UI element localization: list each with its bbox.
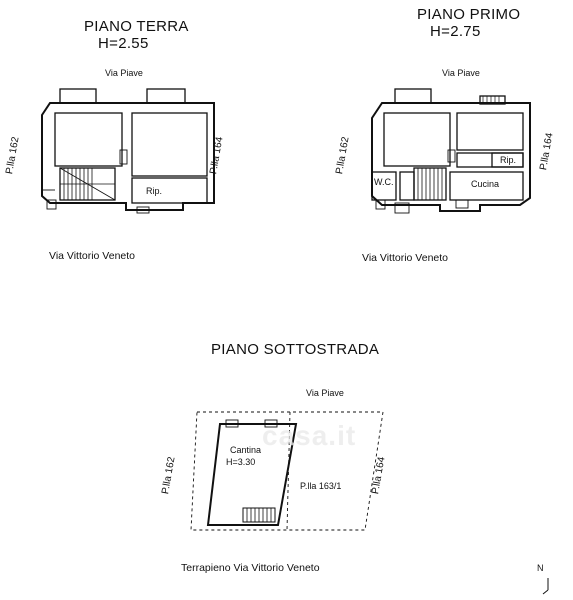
plan-piano-terra [42,89,214,213]
piano-sottostrada-parcel-163: P.lla 163/1 [300,481,342,491]
piano-primo-left-neighbor: P.lla 162 [334,136,352,175]
north-label: N [537,563,544,573]
piano-terra-right-neighbor: P.lla 164 [208,136,226,175]
piano-terra-title: PIANO TERRA [84,18,189,35]
piano-sottostrada-title: PIANO SOTTOSTRADA [211,341,380,358]
piano-sottostrada-right-neighbor: P.lla 164 [370,456,388,495]
piano-sottostrada-cantina-height: H=3.30 [226,457,256,467]
piano-sottostrada-left-neighbor: P.lla 162 [160,456,178,495]
piano-terra-street-top: Via Piave [105,68,143,78]
piano-terra-left-neighbor: P.lla 162 [4,136,22,175]
piano-primo-room-wc: W.C. [374,177,394,187]
piano-primo-room-rip: Rip. [500,155,517,165]
watermark-logo: casa.it [262,420,357,451]
piano-sottostrada-street-bottom: Terrapieno Via Vittorio Veneto [181,562,320,574]
north-arrow-icon [543,578,548,594]
piano-terra-street-bottom: Via Vittorio Veneto [49,250,136,262]
piano-primo-height: H=2.75 [430,23,481,40]
piano-primo-street-top: Via Piave [442,68,480,78]
piano-sottostrada-street-top: Via Piave [306,388,344,398]
piano-sottostrada-room-cantina: Cantina [230,445,262,455]
piano-primo-room-cucina: Cucina [471,179,500,189]
piano-primo-right-neighbor: P.lla 164 [538,132,556,171]
piano-primo-street-bottom: Via Vittorio Veneto [362,252,449,264]
plan-piano-primo [372,89,530,213]
piano-terra-room-rip: Rip. [146,186,163,196]
piano-primo-title: PIANO PRIMO [417,6,521,23]
piano-terra-height: H=2.55 [98,35,149,52]
